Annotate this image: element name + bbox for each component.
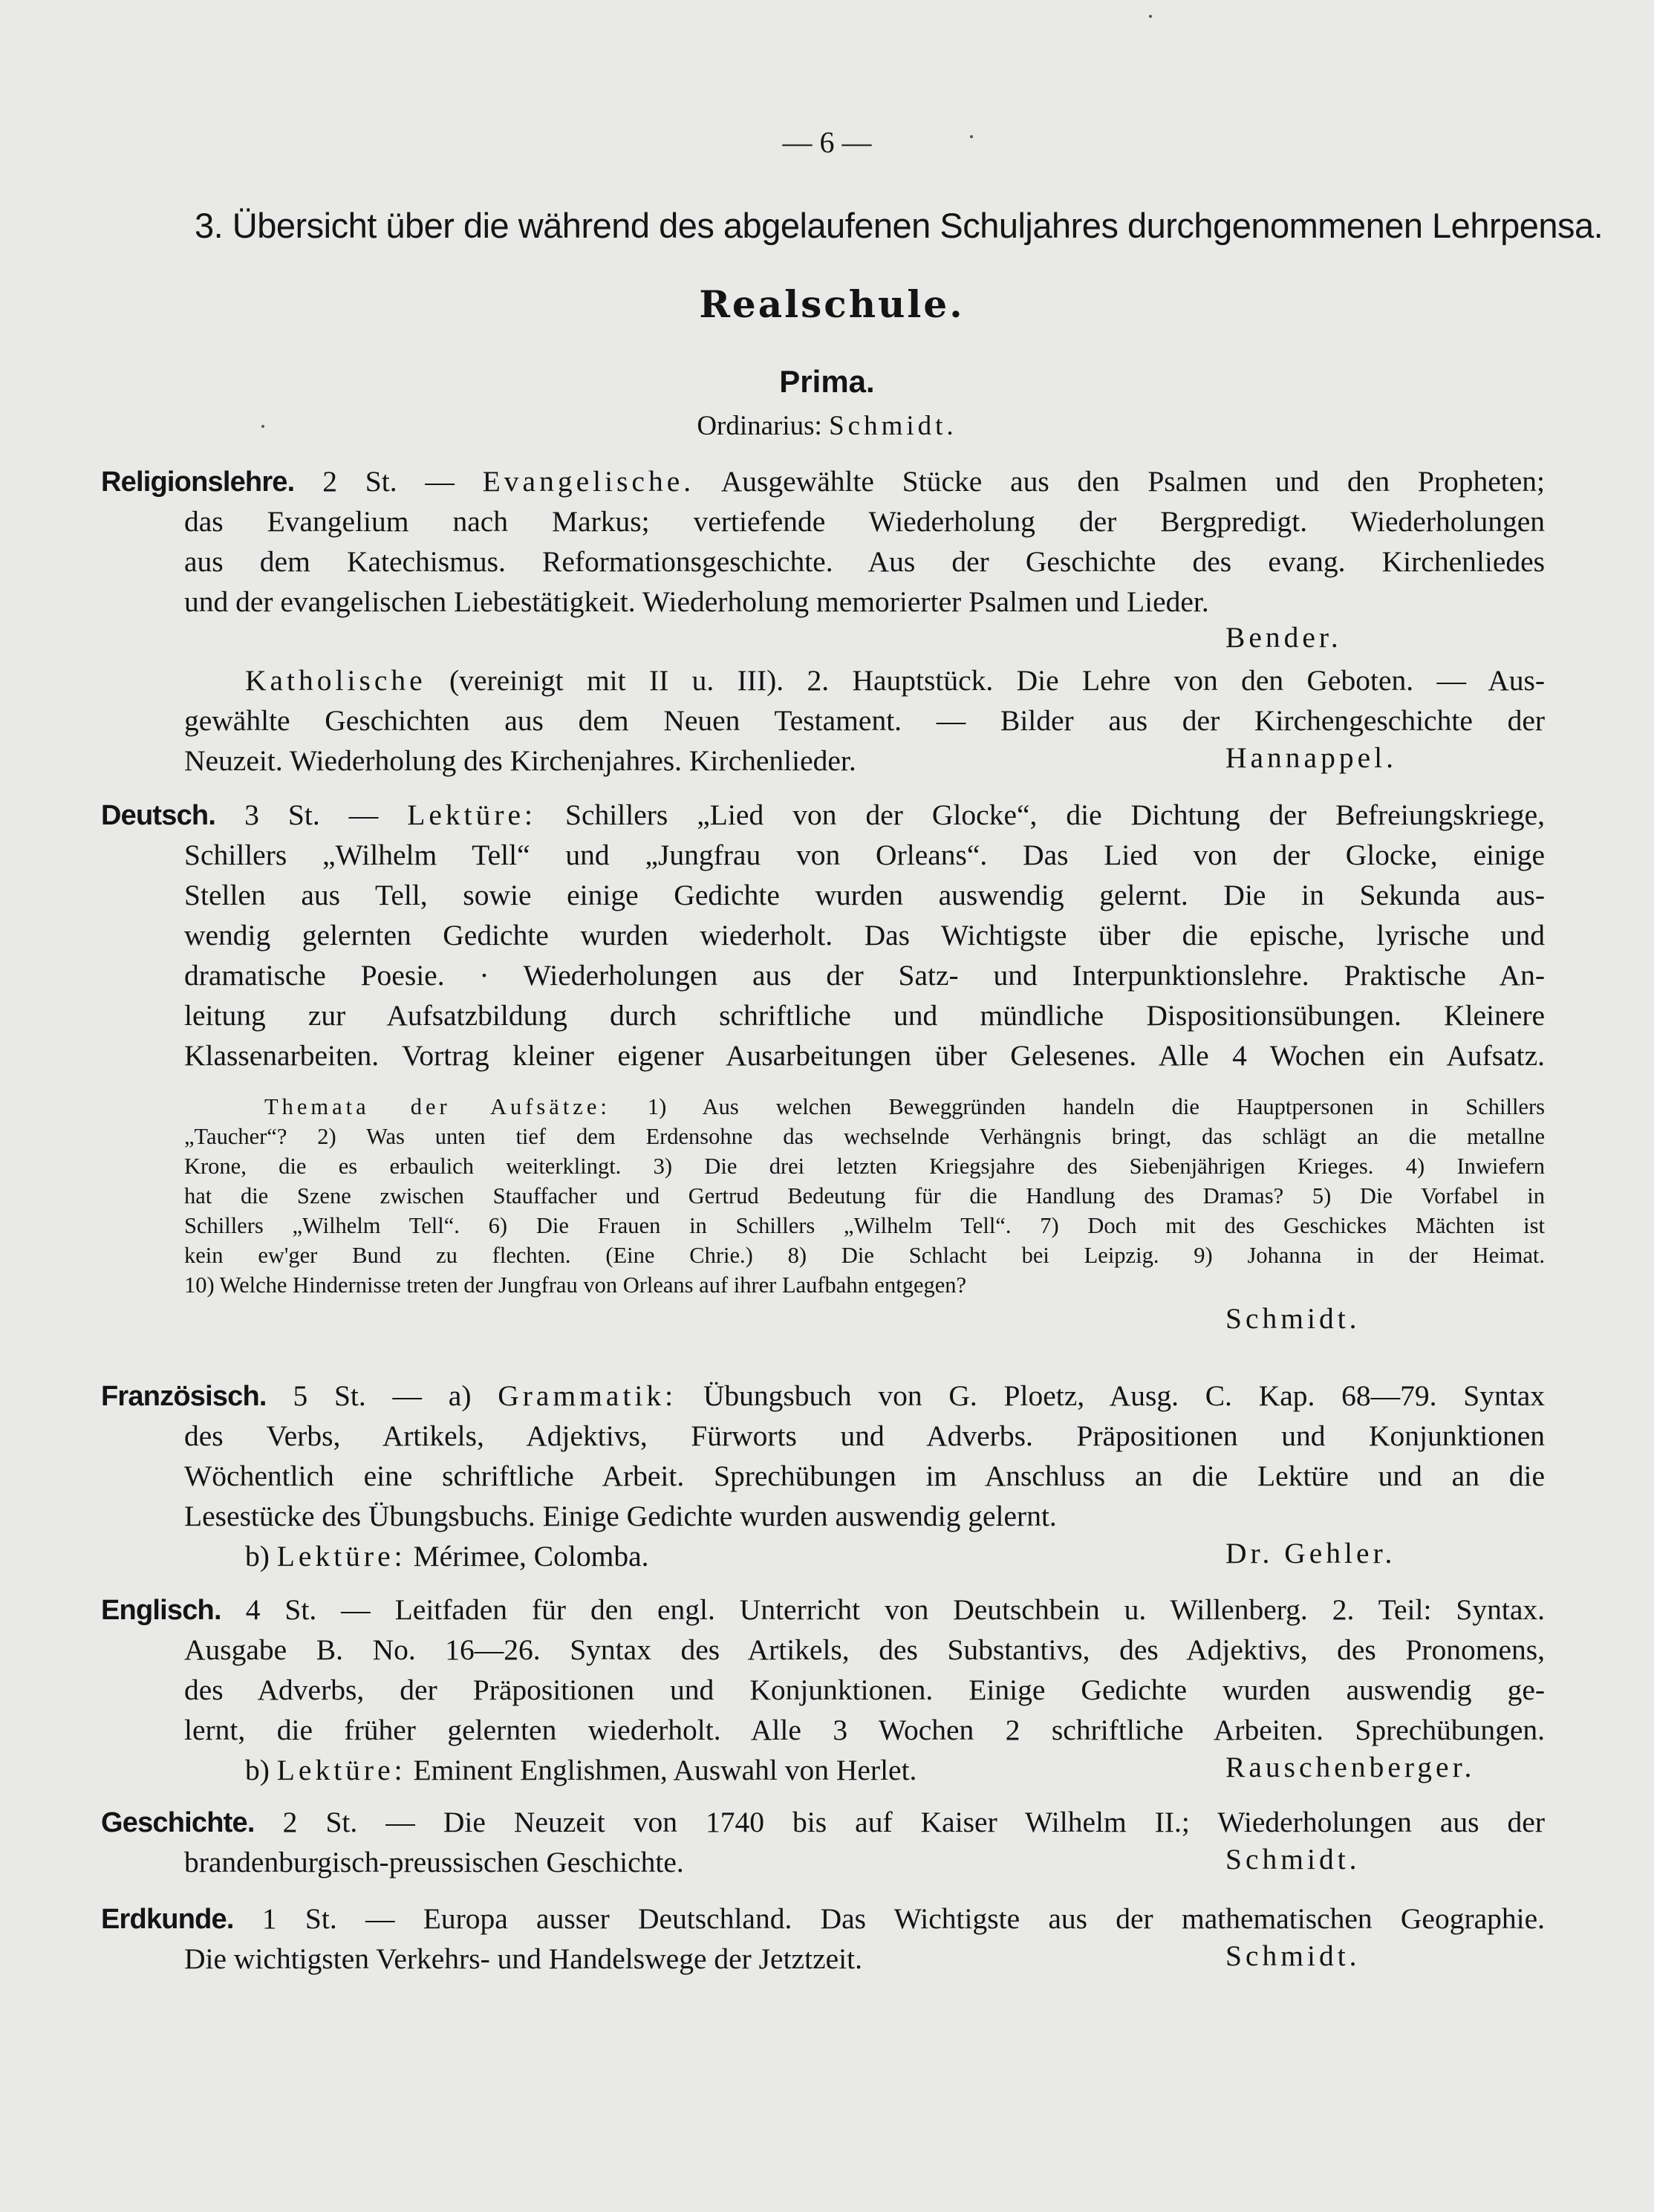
class-title: Prima.: [779, 364, 875, 399]
religion-line-1: [101, 461, 1545, 501]
themata-line-3: Krone, die es erbaulich weiterklingt. 3) Die drei letzten Kriegsjahre des Siebenjährigen Krieges. 4) Inwiefern: [184, 1154, 1545, 1179]
religion-line-2: das Evangelium nach Markus; vertiefende Wiederholung der Bergpredigt. Wiederholungen: [184, 505, 1545, 538]
englisch-line-1: [101, 1590, 1545, 1630]
subject-englisch: Englisch.: [101, 1595, 221, 1626]
page-number: — 6 —: [782, 126, 872, 159]
subject-religion: Religionslehre.: [101, 466, 295, 498]
englisch-b-prefix: b): [245, 1754, 270, 1786]
erdkunde-text: Europa ausser Deutschland. Das Wichtigste aus der mathematischen Geographie.: [423, 1902, 1546, 1935]
themata-label: Themata der Aufsätze:: [264, 1094, 611, 1119]
franzoesisch-line-1: [101, 1376, 1545, 1416]
erdkunde-hours: 1 St. —: [261, 1902, 395, 1935]
geschichte-text: Die Neuzeit von 1740 bis auf Kaiser Wilhelm II.; Wiederholungen aus der: [443, 1806, 1545, 1838]
deutsch-line-2: Schillers „Wilhelm Tell“ und „Jungfrau von Orleans“. Das Lied von der Glocke, einige: [184, 839, 1545, 871]
deutsch-line-6: leitung zur Aufsatzbildung durch schriftliche und mündliche Dispositionsübungen. Kleinere: [184, 999, 1545, 1032]
teacher-bender: Bender.: [1225, 621, 1342, 654]
franzoesisch-lekture-label: Lektüre:: [276, 1540, 406, 1572]
geschichte-hours: 2 St. —: [282, 1806, 415, 1838]
teacher-schmidt-deutsch: Schmidt.: [1225, 1302, 1361, 1335]
scan-speck: [970, 135, 973, 138]
teacher-schmidt-geschichte: Schmidt.: [1225, 1843, 1361, 1876]
themata-text: 1) Aus welchen Beweggründen handeln die Hauptpersonen in Schillers: [647, 1094, 1545, 1119]
themata-line-2: „Taucher“? 2) Was unten tief dem Erdensohne das wechselnde Verhängnis bringt, das schlägt an die metallne: [184, 1124, 1545, 1149]
themata-line-1: [264, 1092, 1545, 1122]
scan-speck: [261, 425, 264, 428]
geschichte-line-2: brandenburgisch-preussischen Geschichte.: [184, 1846, 684, 1878]
teacher-hannappel: Hannappel.: [1225, 741, 1397, 774]
teacher-gehler: Dr. Gehler.: [1225, 1537, 1396, 1569]
teacher-schmidt-erdkunde: Schmidt.: [1225, 1939, 1361, 1972]
religion-line-7: Neuzeit. Wiederholung des Kirchenjahres. Kirchenlieder.: [184, 744, 856, 777]
themata-line-4: hat die Szene zwischen Stauffacher und Gertrud Bedeutung für die Handlung des Dramas? 5) Die Vorfabel in: [184, 1183, 1545, 1209]
franzoesisch-line-3: Wöchentlich eine schriftliche Arbeit. Sprechübungen im Anschluss an die Lektüre und an die: [184, 1460, 1545, 1492]
subject-erdkunde: Erdkunde.: [101, 1904, 234, 1935]
religion-line-6: gewählte Geschichten aus dem Neuen Testament. — Bilder aus der Kirchengeschichte der: [184, 704, 1545, 737]
englisch-line-3: des Adverbs, der Präpositionen und Konjunktionen. Einige Gedichte wurden auswendig ge-: [184, 1673, 1545, 1706]
section-heading: 3. Übersicht über die während des abgelaufenen Schuljahres durchgenommenen Lehrpensa.: [195, 206, 1603, 245]
subject-geschichte: Geschichte.: [101, 1807, 255, 1838]
englisch-text: Leitfaden für den engl. Unterricht von Deutschbein u. Willenberg. 2. Teil: Syntax.: [394, 1593, 1546, 1626]
franzoesisch-text: Übungsbuch von G. Ploetz, Ausg. C. Kap. 68—79. Syntax: [703, 1379, 1545, 1412]
themata-line-5: Schillers „Wilhelm Tell“. 6) Die Frauen in Schillers „Wilhelm Tell“. 7) Doch mit des Geschickes Mächten ist: [184, 1213, 1545, 1238]
scan-speck: [1149, 15, 1152, 18]
englisch-line-2: Ausgabe B. No. 16—26. Syntax des Artikels, des Substantivs, des Adjektivs, des Pronomens,: [184, 1633, 1545, 1666]
themata-line-6: kein ew'ger Bund zu flechten. (Eine Chrie.) 8) Die Schlacht bei Leipzig. 9) Johanna in der Heimat.: [184, 1243, 1545, 1268]
themata-line-7: 10) Welche Hindernisse treten der Jungfrau von Orleans auf ihrer Laufbahn entgegen?: [184, 1272, 967, 1298]
deutsch-line-4: wendig gelernten Gedichte wurden wiederholt. Das Wichtigste über die epische, lyrische und: [184, 919, 1545, 952]
religion-text: (vereinigt mit II u. III). 2. Hauptstück. Die Lehre von den Geboten. — Aus-: [449, 664, 1546, 697]
deutsch-line-3: Stellen aus Tell, sowie einige Gedichte wurden auswendig gelernt. Die in Sekunda aus-: [184, 879, 1545, 911]
deutsch-lekture-label: Lektüre:: [407, 798, 537, 831]
subject-deutsch: Deutsch.: [101, 800, 216, 831]
deutsch-hours: 3 St. —: [244, 798, 379, 831]
religion-line-3: aus dem Katechismus. Reformationsgeschichte. Aus der Geschichte des evang. Kirchenliedes: [184, 545, 1545, 578]
erdkunde-line-2: Die wichtigsten Verkehrs- und Handelswege der Jetztzeit.: [184, 1942, 862, 1975]
religion-kind-catholic: Katholische: [245, 664, 426, 697]
religion-line-5: [245, 660, 1545, 700]
religion-line-4: und der evangelischen Liebestätigkeit. Wiederholung memorierter Psalmen und Lieder.: [184, 585, 1209, 618]
franzoesisch-line-4: Lesestücke des Übungsbuchs. Einige Gedichte wurden auswendig gelernt.: [184, 1500, 1057, 1532]
deutsch-text: Schillers „Lied von der Glocke“, die Dichtung der Befreiungskriege,: [565, 798, 1546, 831]
franzoesisch-b-prefix: b): [245, 1540, 270, 1572]
franzoesisch-hours: 5 St. — a): [293, 1379, 472, 1412]
school-title: Realschule.: [699, 282, 965, 326]
deutsch-line-5: dramatische Poesie. · Wiederholungen aus der Satz- und Interpunktionslehre. Praktische An-: [184, 959, 1545, 992]
religion-text: Ausgewählte Stücke aus den Psalmen und den Propheten;: [720, 465, 1545, 498]
franzoesisch-lekture-text: Mérimee, Colomba.: [413, 1540, 649, 1572]
ordinarius-name: Schmidt.: [829, 411, 957, 441]
englisch-lekture-label: Lektüre:: [276, 1754, 406, 1786]
teacher-rauschenberger: Rauschenberger.: [1225, 1751, 1476, 1783]
subject-franzoesisch: Französisch.: [101, 1381, 267, 1412]
geschichte-line-1: [101, 1802, 1545, 1842]
erdkunde-line-1: [101, 1899, 1545, 1939]
religion-hours: 2 St. —: [322, 465, 455, 498]
franzoesisch-line-2: des Verbs, Artikels, Adjektivs, Fürworts und Adverbs. Präpositionen und Konjunktionen: [184, 1419, 1545, 1452]
deutsch-line-1: [101, 795, 1545, 835]
englisch-line-4: lernt, die früher gelernten wiederholt. Alle 3 Wochen 2 schriftliche Arbeiten. Sprechübungen.: [184, 1714, 1545, 1746]
franzoesisch-grammatik-label: Grammatik:: [498, 1379, 677, 1412]
englisch-lekture-text: Eminent Englishmen, Auswahl von Herlet.: [413, 1754, 917, 1786]
deutsch-line-7: Klassenarbeiten. Vortrag kleiner eigener Ausarbeitungen über Gelesenes. Alle 4 Wochen ein Aufsatz.: [184, 1039, 1545, 1072]
religion-kind-evangelical: Evangelische.: [482, 465, 695, 498]
ordinarius-line: [609, 410, 1045, 442]
ordinarius-label: Ordinarius:: [697, 411, 822, 441]
englisch-hours: 4 St. —: [245, 1593, 371, 1626]
